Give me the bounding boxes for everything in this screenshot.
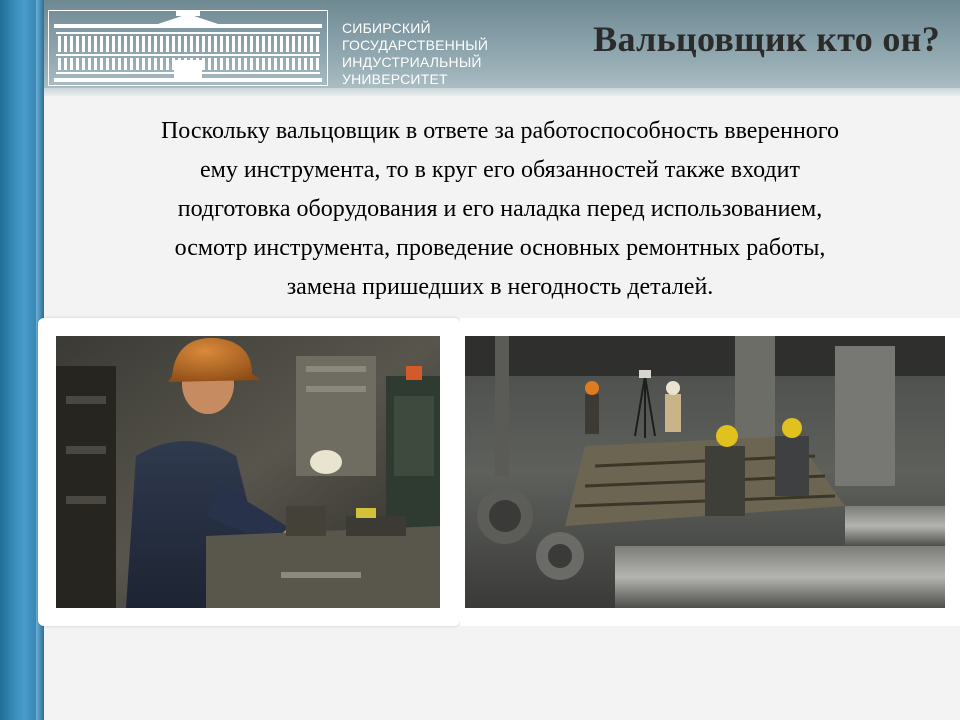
body-line: ему инструмента, то в круг его обязанностей также входит [199, 157, 801, 183]
university-building-logo [48, 10, 328, 86]
university-name-line: УНИВЕРСИТЕТ [342, 71, 448, 87]
university-name [342, 20, 502, 88]
university-name-line: ГОСУДАРСТВЕННЫЙ [342, 37, 489, 53]
worker-photo [56, 336, 440, 608]
university-name-line: СИБИРСКИЙ [342, 20, 431, 36]
body-paragraph [50, 112, 950, 307]
body-line: замена пришедших в негодность деталей. [286, 274, 714, 300]
body-line: Поскольку вальцовщик в ответе за работоспособность вверенного [160, 118, 840, 144]
rolling-mill-photo [465, 336, 945, 608]
header-divider [44, 88, 960, 96]
university-name-line: ИНДУСТРИАЛЬНЫЙ [342, 54, 482, 70]
body-line: подготовка оборудования и его наладка перед использованием, [177, 196, 823, 222]
page-title: Вальцовщик кто он? [593, 19, 940, 59]
body-line: осмотр инструмента, проведение основных ремонтных работы, [174, 235, 826, 261]
